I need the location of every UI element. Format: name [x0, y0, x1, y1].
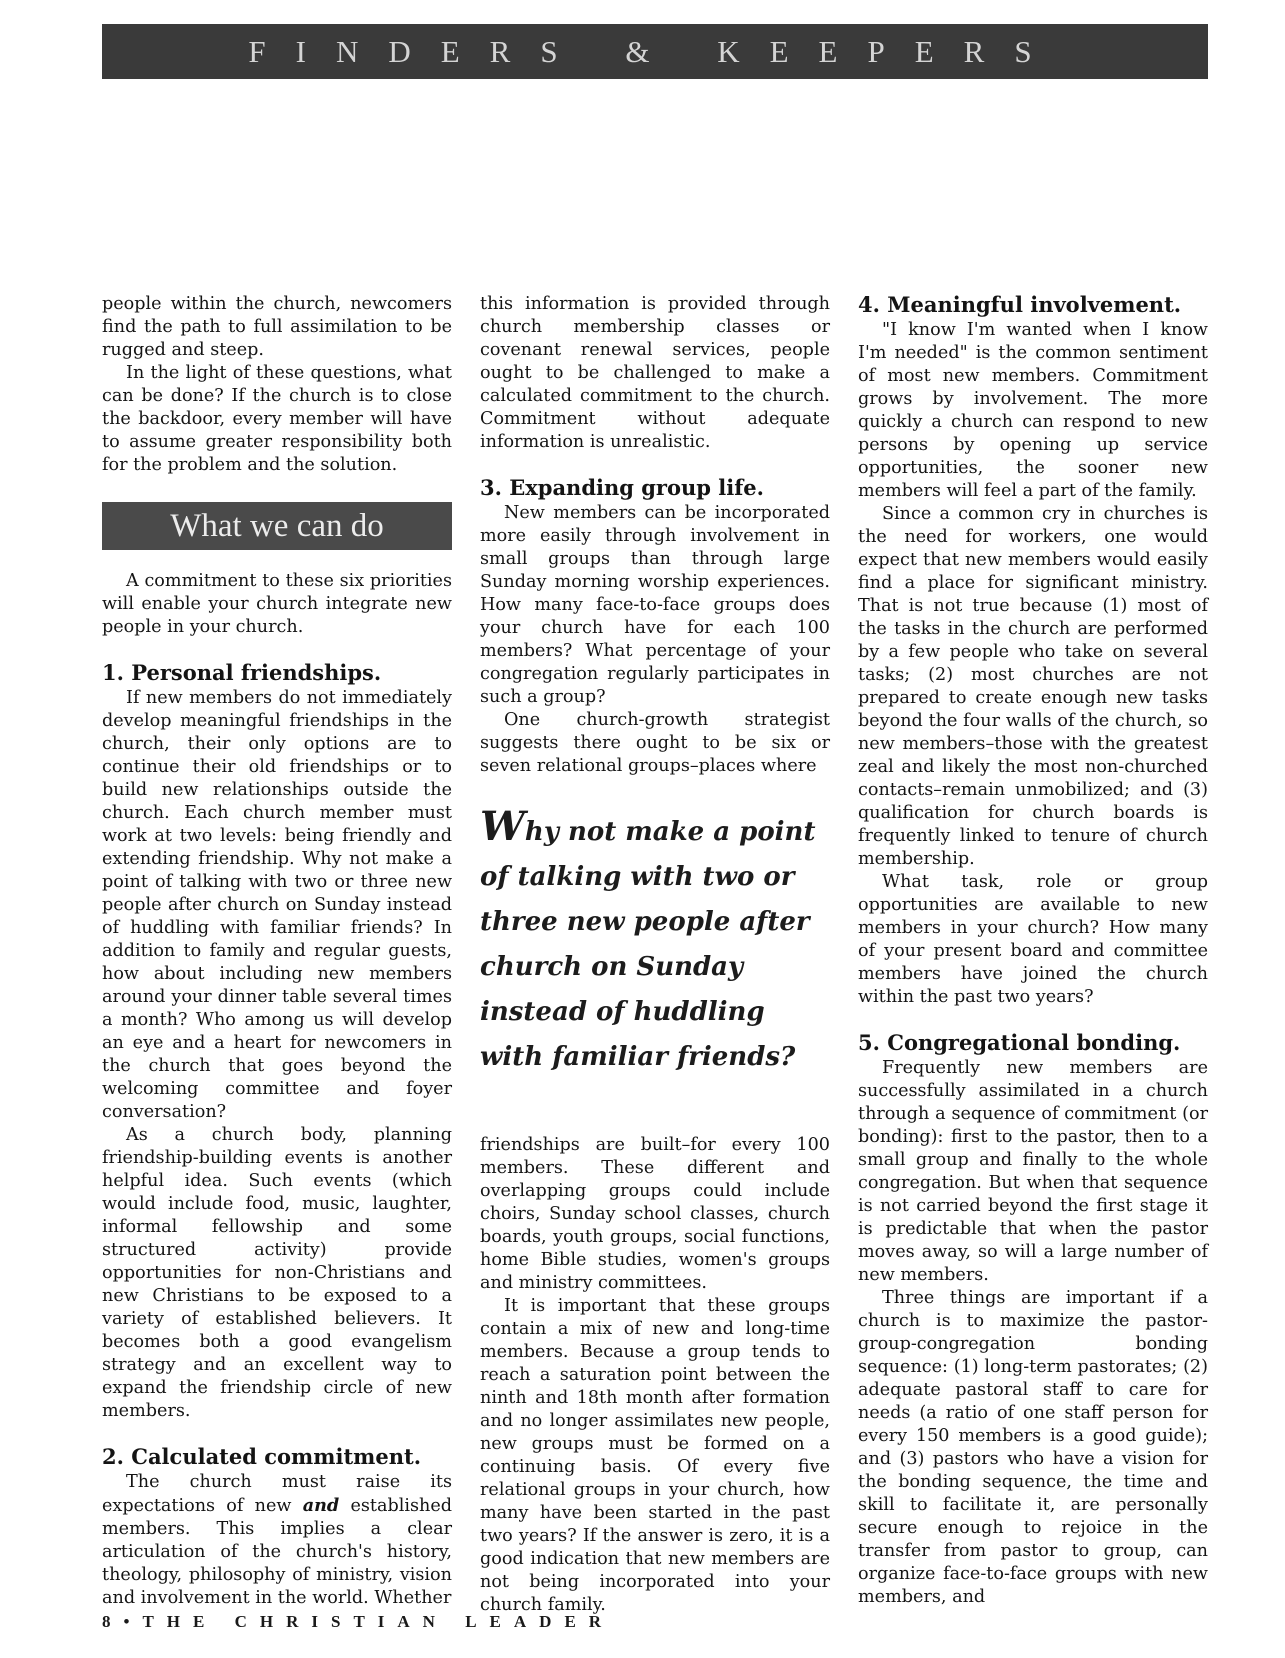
paragraph: One church-growth strategist suggests there ought to be six or seven relational groups–places where — [480, 710, 830, 776]
paragraph: people within the church, newcomers find the path to full assimilation to be rugged and steep. — [102, 294, 452, 360]
column-3 — [858, 293, 1208, 1609]
section-title: What we can do — [170, 508, 384, 544]
section-banner-finders-keepers — [102, 24, 1208, 79]
what-we-can-do-banner — [102, 502, 452, 550]
paragraph: As a church body, planning friendship-building events is another helpful idea. Such events (which would include food, music, laughter, informal fellowship and some structured activity) provide opportunities for non-Christians and new Christians to be exposed to a variety of established believers. It becomes both a good evangelism strategy and an excellent way to expand the friendship circle of new members. — [102, 1125, 452, 1421]
column-2 — [480, 293, 830, 1617]
banner-title: FINDERS & KEEPERS — [248, 33, 1062, 69]
paragraph: friendships are built–for every 100 members. These different and overlapping groups could include choirs, Sunday school classes, church boards, youth groups, social functions, home Bible studies, women's groups and ministry committees. — [480, 1135, 830, 1293]
paragraph: Three things are important if a church is to maximize the pastor-group-congregation bonding sequence: (1) long-term pastorates; (2) adequate pastoral staff to care for needs (a ratio of one staff person for every 150 members is a good guide); and (3) pastors who have a vision for the bonding sequence, the time and skill to facilitate it, are personally secure enough to rejoice in the transfer from pastor to group, can organize face-to-face groups with new members, and — [858, 1288, 1208, 1607]
heading-personal-friendships: 1. Personal friendships. — [102, 660, 382, 685]
paragraph: In the light of these questions, what can be done? If the church is to close the backdoor, every member will have to assume greater responsibility both for the problem and the solution. — [102, 363, 452, 475]
pull-quote-initial: W — [480, 803, 525, 850]
pull-quote — [480, 804, 830, 1080]
paragraph: Since a common cry in churches is the need for workers, one would expect that new members would easily find a place for significant ministry. That is not true because (1) most of the tasks in the church are performed by a few people who take on several tasks; (2) most churches are not prepared to create enough new tasks beyond the four walls of the church, so new members–those with the greatest zeal and likely the most non-churched contacts–remain unmobilized; and (3) qualification for church boards is frequently linked to tenure of church membership. — [858, 504, 1208, 869]
text-run: The church must raise its expectations of new — [102, 1472, 452, 1516]
page-footer — [102, 1612, 614, 1632]
text-run: established members. This implies a clear articulation of the church's history, theology, philosophy of ministry, vision and involvement in the world. Whether — [102, 1496, 452, 1608]
paragraph: A commitment to these six priorities will enable your church integrate new people in your church. — [102, 571, 452, 637]
paragraph: this information is provided through church membership classes or covenant renewal services, people ought to be challenged to make a calculated commitment to the church. Commitment without adequate information is unrealistic. — [480, 294, 830, 452]
paragraph: Frequently new members are successfully assimilated in a church through a sequence of commitment (or bonding): first to the pastor, then to a small group and finally to the whole congregation. But when that sequence is not carried beyond the first stage it is predictable that when the pastor moves away, so will a large number of new members. — [858, 1058, 1208, 1285]
heading-meaningful-involvement: 4. Meaningful involvement. — [858, 292, 1182, 317]
heading-congregational-bonding: 5. Congregational bonding. — [858, 1030, 1181, 1055]
column-1 — [102, 293, 452, 1610]
paragraph — [102, 1471, 452, 1610]
heading-calculated-commitment: 2. Calculated commitment. — [102, 1444, 421, 1469]
paragraph: It is important that these groups contain a mix of new and long-time members. Because a group tends to reach a saturation point between the ninth and 18th month after formation and no longer assimilates new people, new groups must be formed on a continuing basis. Of every five relational groups in your church, how many have been started in the past two years? If the answer is zero, it is a good indication that new members are not being incorporated into your church family. — [480, 1296, 830, 1615]
pull-quote-text: hy not make a point of talking with two or three new people after church on Sunday instead of huddling with familiar friends? — [480, 817, 816, 1072]
emphasis: and — [302, 1495, 340, 1516]
footer-text: 8•THE CHRISTIAN LEADER — [102, 1612, 615, 1631]
paragraph: What task, role or group opportunities are available to new members in your church? How many of your present board and committee members have joined the church within the past two years? — [858, 872, 1208, 1007]
paragraph: If new members do not immediately develop meaningful friendships in the church, their only options are to continue their old friendships or to build new relationships outside the church. Each church member must work at two levels: being friendly and extending friendship. Why not make a point of talking with two or three new people after church on Sunday instead of huddling with familiar friends? In addition to family and regular guests, how about including new members around your dinner table several times a month? Who among us will develop an eye and a heart for newcomers in the church that goes beyond the welcoming committee and foyer conversation? — [102, 688, 452, 1122]
paragraph: New members can be incorporated more easily through involvement in small groups than through large Sunday morning worship experiences. How many face-to-face groups does your church have for each 100 members? What percentage of your congregation regularly participates in such a group? — [480, 503, 830, 707]
heading-expanding-group-life: 3. Expanding group life. — [480, 475, 764, 500]
paragraph: "I know I'm wanted when I know I'm needed" is the common sentiment of most new members. Commitment grows by involvement. The more quickly a church can respond to new persons by opening up service opportunities, the sooner new members will feel a part of the family. — [858, 320, 1208, 501]
